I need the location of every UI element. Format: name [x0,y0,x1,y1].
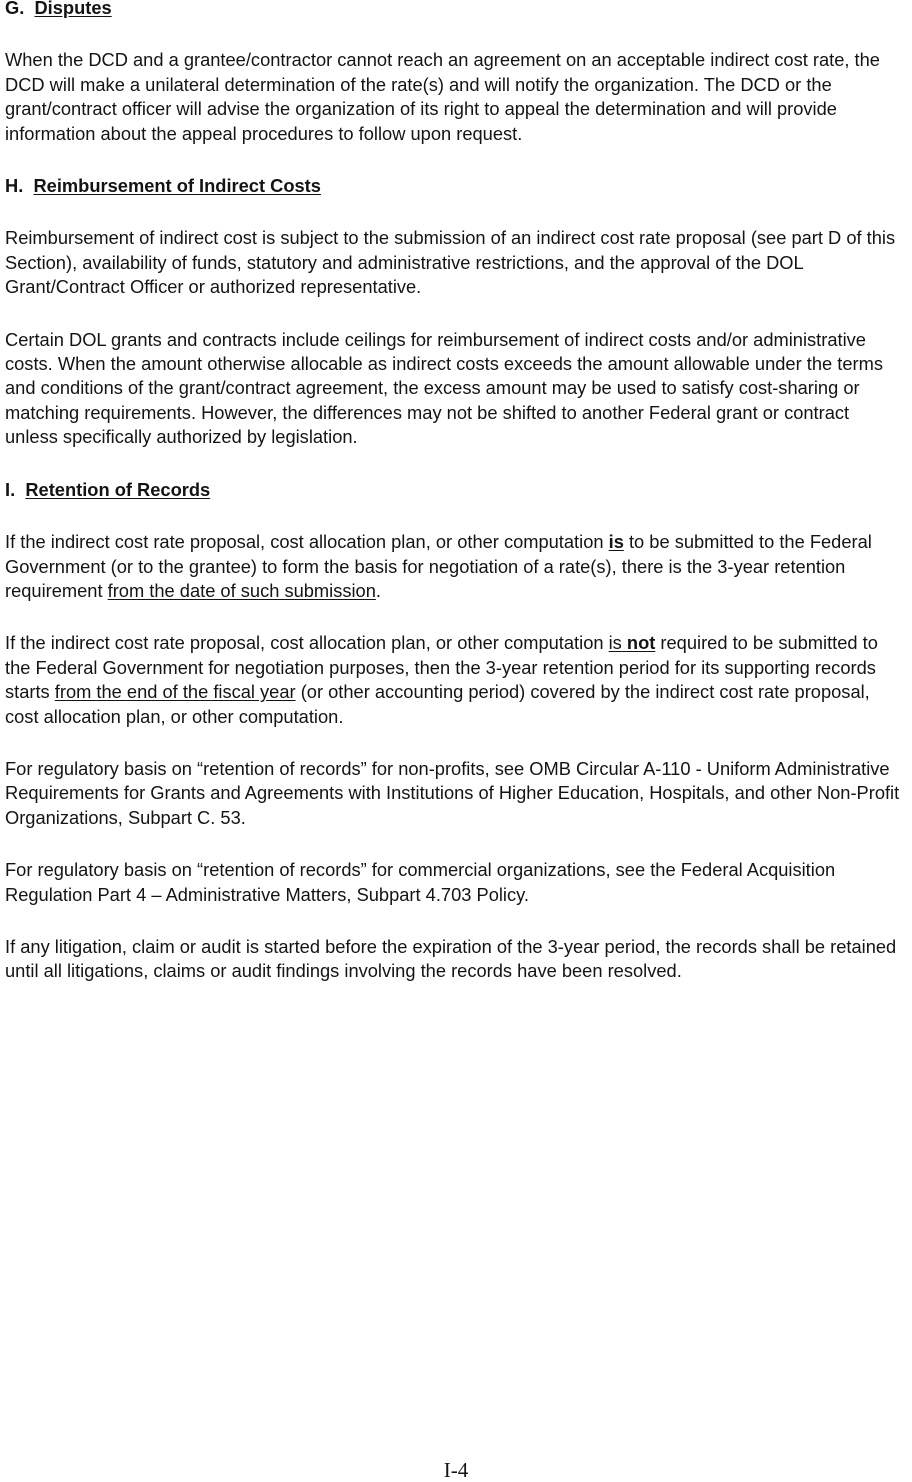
section-h-letter: H. [5,175,24,197]
section-i-p1-underlined-phrase: from the date of such submission [107,579,376,601]
section-i-p2-text-a: If the indirect cost rate proposal, cost allocation plan, or other computation [5,632,609,654]
document-page [5,0,907,984]
section-i-paragraph-2 [5,631,907,729]
section-i-p1-emphasis-is: is [608,531,624,553]
section-h-paragraph-1: Reimbursement of indirect cost is subject to the submission of an indirect cost rate proposal (see part D of this Section), availability of funds, statutory and administrative restrictions, and the approval of the DOL Grant/Contract Officer or authorized representative. [5,227,896,298]
section-i-paragraph-1 [5,530,907,603]
section-i-p2-underlined-phrase: from the end of the fiscal year [54,681,296,703]
section-g-letter: G. [5,0,25,18]
section-i-p1-text-c: . [375,579,381,601]
section-i-p2-word-is: is [608,632,622,654]
section-i-p1-text-b: to be submitted to the Federal Government (or to the grantee) to form the basis for negotiation of a rate(s), there is the 3-year retention requirement [5,531,872,601]
section-g-title: Disputes [34,0,112,18]
section-i-p2-text-c: (or other accounting period) covered by the indirect cost rate proposal, cost allocation plan, or other computation. [5,681,870,727]
section-g-paragraph-1: When the DCD and a grantee/contractor cannot reach an agreement on an acceptable indirect cost rate, the DCD will make a unilateral determination of the rate(s) and will notify the organization. The DCD or the grant/contract officer will advise the organization of its right to appeal the determination and will provide information about the appeal procedures to follow upon request. [5,49,880,144]
section-i-letter: I. [5,478,16,500]
section-i-p2-underlined-is-not [609,632,656,653]
section-h-paragraph-2: Certain DOL grants and contracts include ceilings for reimbursement of indirect costs and/or administrative costs. When the amount otherwise allocable as indirect costs exceeds the amount allowable under the terms and conditions of the grant/contract agreement, the excess amount may be used to satisfy cost-sharing or matching requirements. However, the differences may not be shifted to another Federal grant or contract unless specifically authorized by legislation. [5,328,883,448]
section-i-title: Retention of Records [25,478,211,500]
section-h-title: Reimbursement of Indirect Costs [33,175,321,197]
section-i-paragraph-3: For regulatory basis on “retention of records” for non-profits, see OMB Circular A-110 - Uniform Administrative Requirements for Grants and Agreements with Institutions of Higher Education, Hospitals, and other Non-Profit Organizations, Subpart C. 53. [5,757,900,828]
section-i-paragraph-5: If any litigation, claim or audit is started before the expiration of the 3-year period, the records shall be retained until all litigations, claims or audit findings involving the records have been resolved. [5,935,897,982]
section-g-heading [5,0,907,20]
section-i-p2-text-b: required to be submitted to the Federal Government for negotiation purposes, then the 3-year retention period for its supporting records starts [5,632,878,703]
section-i-paragraph-4: For regulatory basis on “retention of records” for commercial organizations, see the Federal Acquisition Regulation Part 4 – Administrative Matters, Subpart 4.703 Policy. [5,859,836,905]
section-h-heading [5,174,907,198]
section-i-heading [5,478,907,502]
page-number: I-4 [443,1458,469,1482]
section-i-p1-text-a: If the indirect cost rate proposal, cost allocation plan, or other computation [5,531,609,553]
section-i-p2-emphasis-not: not [626,632,656,654]
